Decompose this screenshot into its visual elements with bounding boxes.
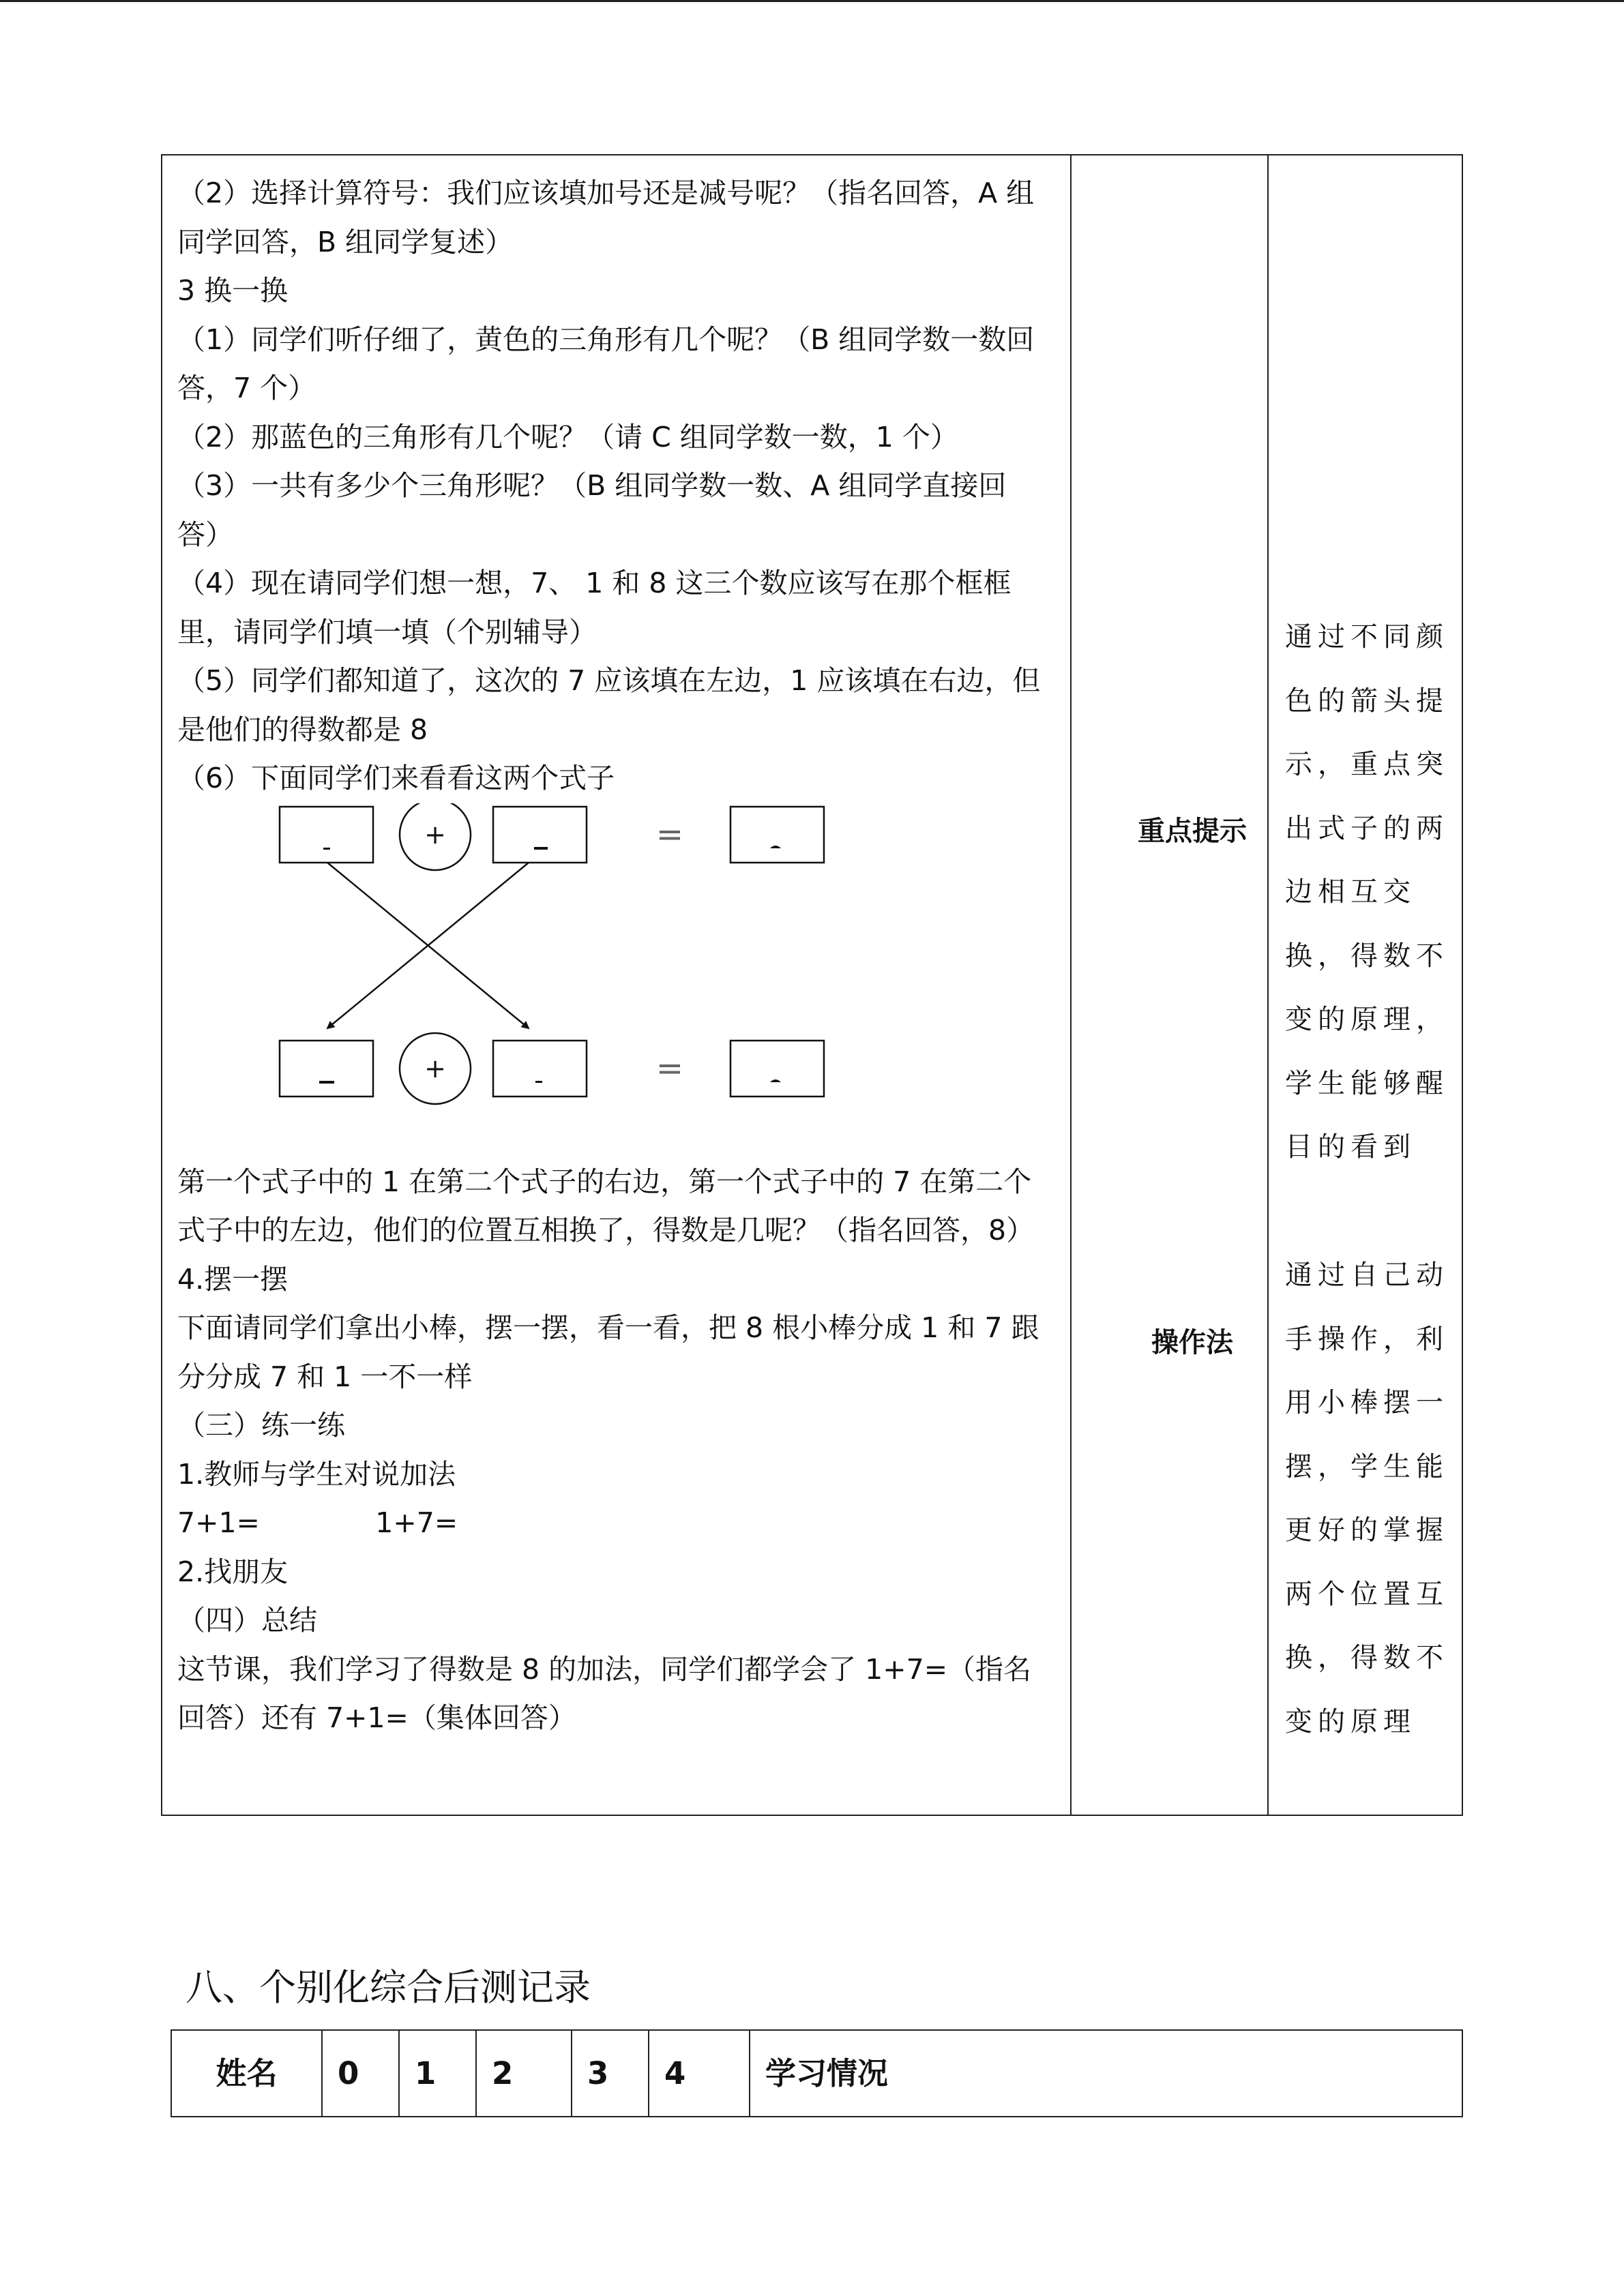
lesson-line: 下面请同学们拿出小棒，摆一摆，看一看，把 8 根小棒分成 1 和 7 跟 [177, 1311, 1039, 1344]
note-line: 示，重点突 [1285, 749, 1449, 780]
lesson-line: 分分成 7 和 1 一不一样 [177, 1360, 473, 1393]
note-line: 变的原理， [1285, 1004, 1449, 1035]
note-line: 换，得数不 [1285, 1642, 1449, 1673]
answer-box [280, 1041, 373, 1097]
column-divider [1070, 155, 1072, 1815]
equals-sign: = [655, 1049, 684, 1088]
method-label: 重点提示 [1138, 815, 1247, 847]
lesson-line: （2）选择计算符号：我们应该填加号还是减号呢？（指名回答，A 组 [177, 177, 1035, 209]
header-cell-score-2: 2 [477, 2031, 572, 2116]
box-mark [534, 847, 548, 850]
note-line: 摆，学生能 [1285, 1450, 1449, 1482]
record-table [171, 2029, 1463, 2117]
plus-sign: + [424, 1053, 446, 1084]
lesson-line: 答，7 个） [177, 372, 316, 404]
column-divider [1267, 155, 1269, 1815]
lesson-line: 回答）还有 7+1=（集体回答） [177, 1701, 576, 1734]
method-label: 操作法 [1151, 1326, 1233, 1358]
answer-box [280, 807, 373, 863]
lesson-line: 答） [177, 518, 233, 551]
lesson-line: （三）练一练 [177, 1409, 345, 1442]
plus-sign: + [424, 819, 446, 850]
lesson-line: 2.找朋友 [177, 1555, 289, 1588]
lesson-line: 里，请同学们填一填（个别辅导） [177, 615, 597, 648]
note-line: 边相互交 [1285, 876, 1416, 908]
header-cell-name: 姓名 [172, 2031, 323, 2116]
note-line: 通过不同颜 [1285, 621, 1449, 653]
box-mark [770, 846, 781, 848]
box-mark [535, 1081, 542, 1083]
lesson-line: （5）同学们都知道了，这次的 7 应该填在左边，1 应该填在右边，但 [177, 664, 1041, 697]
note-line: 手操作，利 [1285, 1323, 1449, 1355]
note-line: 更好的掌握 [1285, 1515, 1449, 1546]
note-line: 用小棒摆一 [1285, 1387, 1449, 1418]
note-line: 出式子的两 [1285, 812, 1449, 844]
answer-box [730, 807, 824, 863]
lesson-line: （6）下面同学们来看看这两个式子 [177, 762, 615, 794]
header-cell-score-3: 3 [572, 2031, 649, 2116]
teaching-note [1285, 606, 1449, 1180]
note-line: 变的原理 [1285, 1705, 1416, 1738]
header-cell-score-0: 0 [323, 2031, 400, 2116]
note-line: 两个位置互 [1285, 1578, 1449, 1610]
section-heading: 八、个别化综合后测记录 [186, 1966, 591, 2009]
header-cell-learning-status: 学习情况 [765, 2055, 889, 2091]
lesson-line: 4.摆一摆 [177, 1262, 289, 1296]
box-mark [319, 1081, 334, 1084]
lesson-line: （4）现在请同学们想一想，7、 1 和 8 这三个数应该写在那个框框 [177, 567, 1012, 599]
answer-box [493, 1041, 587, 1097]
note-line: 通过自己动 [1285, 1259, 1449, 1291]
equation-diagram [177, 803, 996, 1158]
box-mark [770, 1079, 781, 1082]
lesson-line: 同学回答，B 组同学复述） [177, 225, 514, 258]
equals-sign: = [655, 815, 684, 854]
lesson-line: 这节课，我们学习了得数是 8 的加法，同学们都学会了 1+7=（指名 [177, 1652, 1032, 1686]
lesson-line: 7+1= 1+7= [177, 1506, 458, 1539]
note-line: 换，得数不 [1285, 940, 1449, 972]
swap-diagram [177, 803, 1064, 1158]
lesson-line: （1）同学们听仔细了，黄色的三角形有几个呢？（B 组同学数一数回 [177, 323, 1035, 356]
lesson-line: 式子中的左边，他们的位置互相换了，得数是几呢？（指名回答，8） [177, 1214, 1035, 1247]
box-mark [323, 848, 330, 850]
lesson-table [161, 154, 1463, 1816]
lesson-line: 是他们的得数都是 8 [177, 713, 428, 746]
answer-box [730, 1041, 824, 1097]
lesson-line: （2）那蓝色的三角形有几个呢？（请 C 组同学数一数，1 个） [177, 420, 958, 453]
teaching-note [1285, 1244, 1449, 1754]
lesson-line: 第一个式子中的 1 在第二个式子的右边，第一个式子中的 7 在第二个 [177, 1165, 1032, 1198]
page-top-border [0, 0, 1624, 2]
note-line: 学生能够醒 [1285, 1067, 1449, 1099]
header-cell-score-1: 1 [400, 2031, 477, 2116]
note-line: 色的箭头提 [1285, 685, 1449, 717]
lesson-line: 3 换一换 [177, 274, 289, 307]
header-cell-score-4: 4 [649, 2031, 750, 2116]
lesson-line: 1.教师与学生对说加法 [177, 1457, 456, 1491]
lesson-line: （3）一共有多少个三角形呢？（B 组同学数一数、A 组同学直接回 [177, 469, 1007, 502]
lesson-content [177, 169, 1064, 1743]
note-line: 目的看到 [1285, 1131, 1416, 1163]
lesson-line: （四）总结 [177, 1604, 317, 1637]
answer-box [493, 807, 587, 863]
